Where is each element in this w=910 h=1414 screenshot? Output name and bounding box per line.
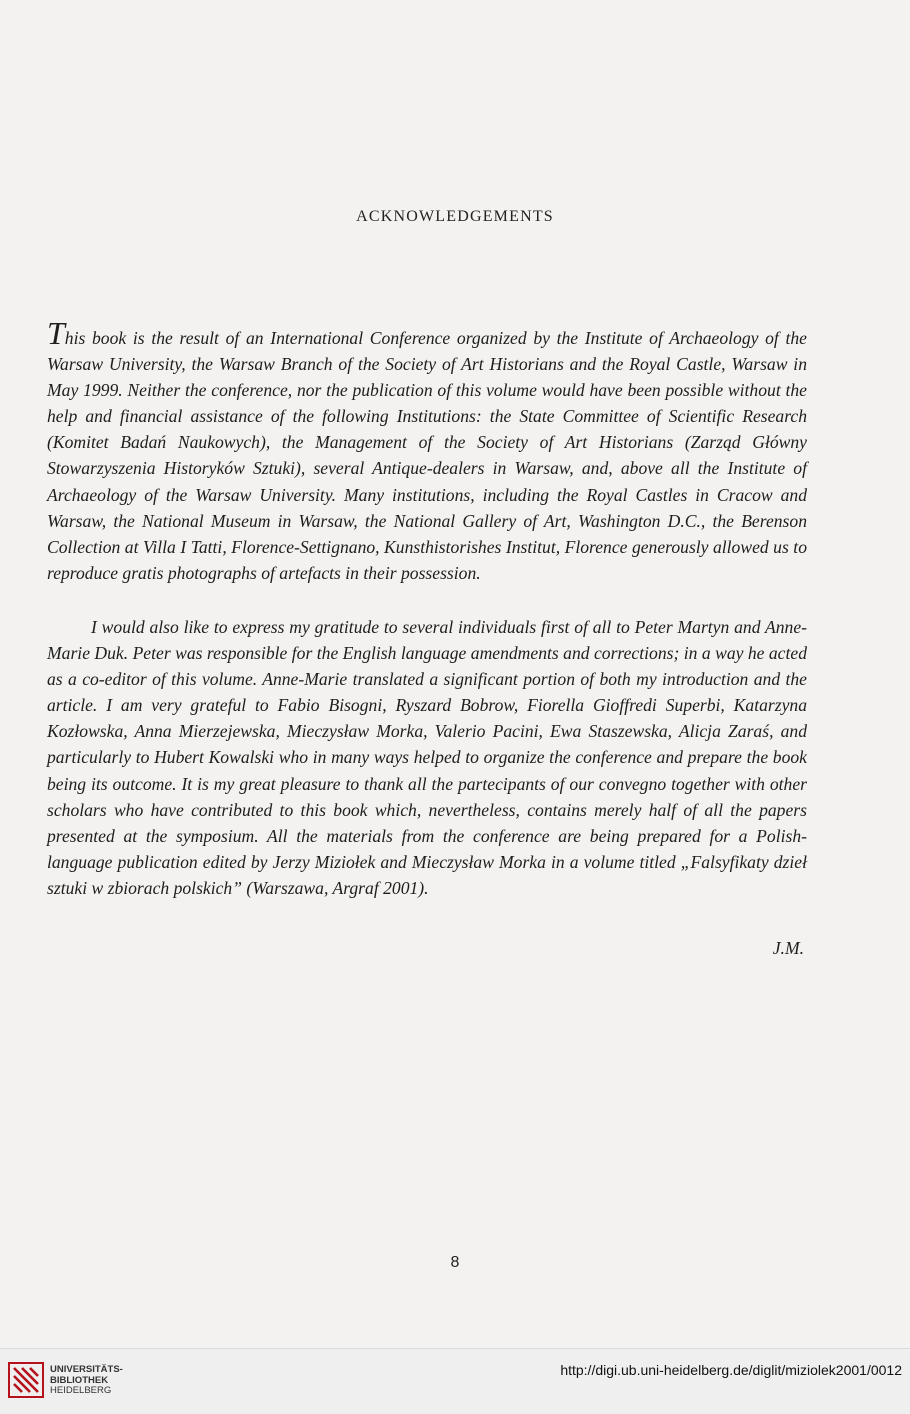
library-name xyxy=(50,1365,123,1397)
page-heading: ACKNOWLEDGEMENTS xyxy=(356,208,554,225)
library-name-line-3: HEIDELBERG xyxy=(50,1385,112,1396)
library-name-line-2: BIBLIOTHEK xyxy=(50,1374,109,1386)
paragraph-1 xyxy=(47,315,807,586)
viewer-footer xyxy=(0,1348,910,1414)
drop-cap: T xyxy=(47,315,65,351)
paragraph-2: I would also like to express my gratitude to several individuals first of all to Peter Martyn and Anne-Marie Duk. Peter was responsible for the English language amendments and corrections; in a way he acted as a co-editor of this volume. Anne-Marie translated a significant portion of both my introduction and the article. I am very grateful to Fabio Bisogni, Ryszard Bobrow, Fiorella Gioffredi Superbi, Katarzyna Kozłowska, Anna Mierzejewska, Mieczysław Morka, Valerio Pacini, Ewa Staszewska, Alicja Zaraś, and particularly to Hubert Kowalski who in many ways helped to organize the conference and prepare the book being its outcome. It is my great pleasure to thank all the partecipants of our convegno together with other scholars who have contributed to this book which, nevertheless, contains merely half of all the papers presented at the symposium. All the materials from the conference are being prepared for a Polish-language publication edited by Jerzy Miziołek and Mieczysław Morka in a volume titled „Falsyfikaty dzieł sztuki w zbiorach polskich” (Warszawa, Argraf 2001). xyxy=(47,617,807,898)
university-library-logo-icon xyxy=(8,1362,44,1398)
signature: J.M. xyxy=(772,938,804,958)
library-name-line-1: UNIVERSITÄTS- xyxy=(50,1364,123,1375)
permalink-url[interactable]: http://digi.ub.uni-heidelberg.de/diglit/miziolek2001/0012 xyxy=(560,1362,902,1378)
paragraph-1-text: his book is the result of an International Conference organized by the Institute of Archaeology of the Warsaw University, the Warsaw Branch of the Society of Art Historians and the Royal Castle, Warsaw in May 1999. Neither the conference, nor the publication of this volume would have been possible without the help and financial assistance of the following Institutions: the State Committee of Scientific Research (Komitet Badań Naukowych), the Management of the Society of Art Historians (Zarząd Główny Stowarzyszenia Historyków Sztuki), several Antique-dealers in Warsaw, and, above all the Institute of Archaeology of the Warsaw University. Many institutions, including the Royal Castles in Cracow and Warsaw, the National Museum in Warsaw, the National Gallery of Art, Washington D.C., the Berenson Collection at Villa I Tatti, Florence-Settignano, Kunsthistorishes Institut, Florence generously allowed us to reproduce gratis photographs of artefacts in their possession. xyxy=(47,328,807,583)
page-number: 8 xyxy=(450,1254,460,1271)
